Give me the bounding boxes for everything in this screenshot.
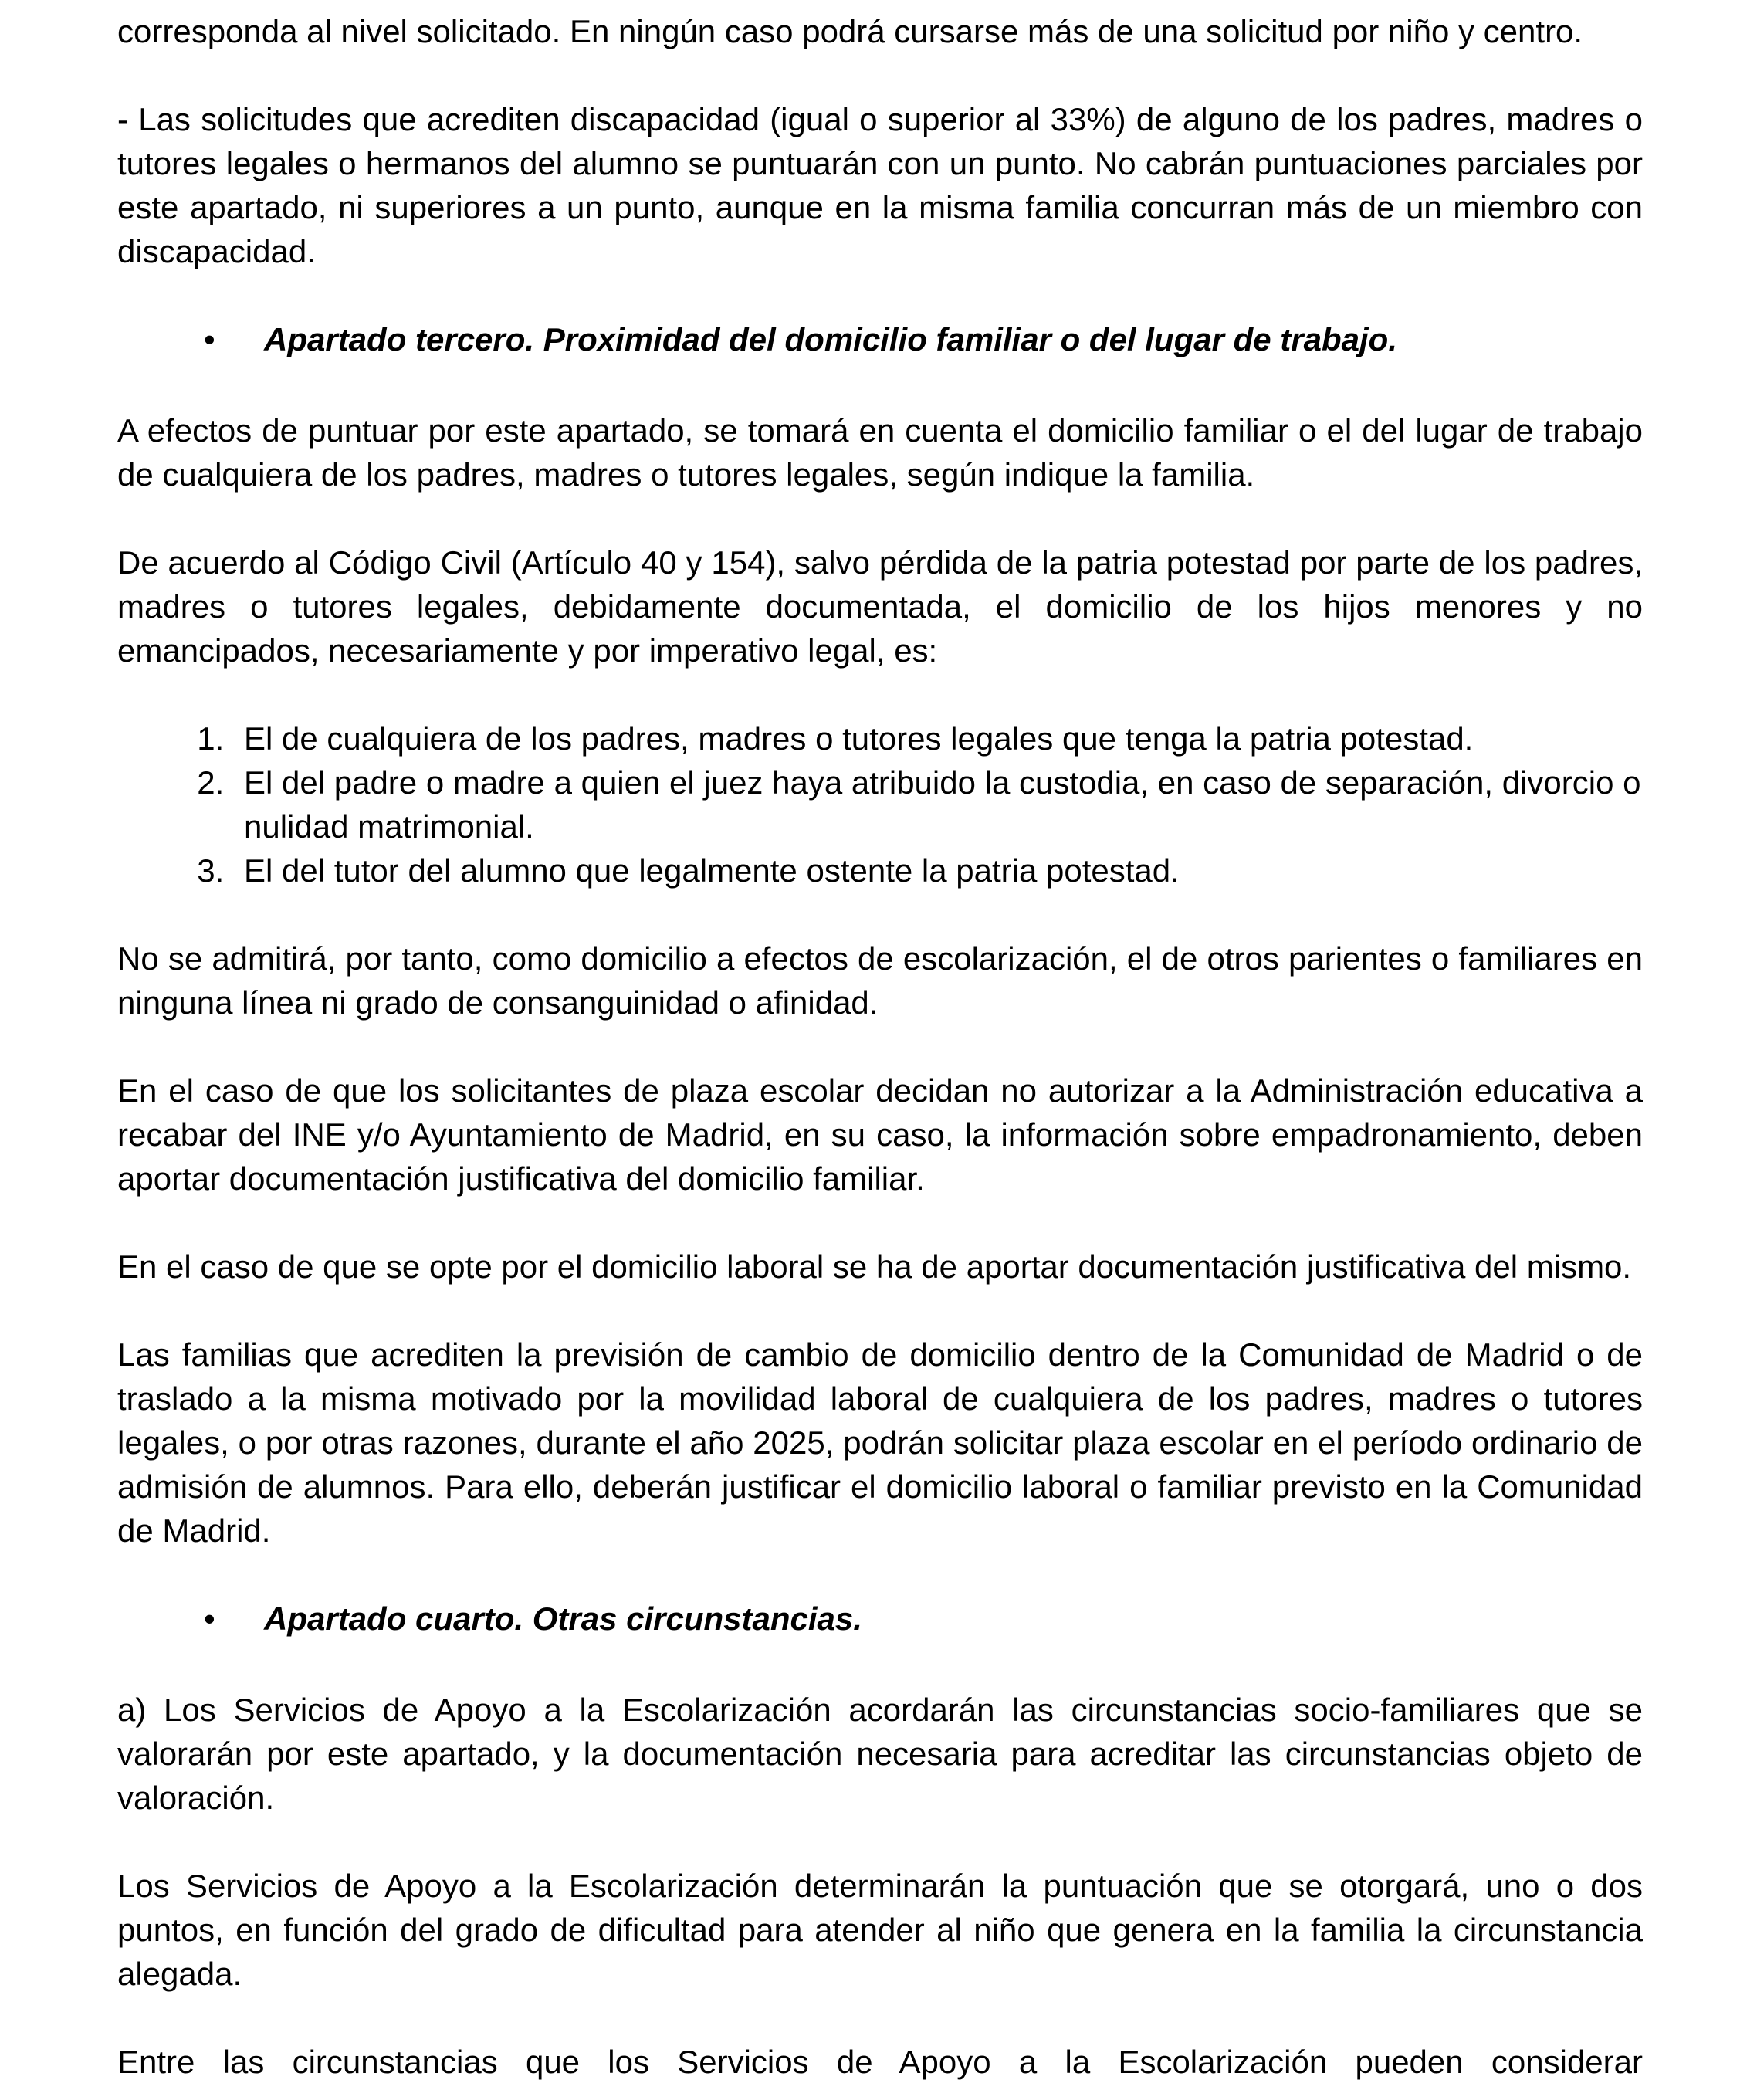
- bullet-icon: •: [204, 1600, 215, 1637]
- paragraph-servicios-apoyo-circunstancias: a) Los Servicios de Apoyo a la Escolarización acordarán las circunstancias socio-familiares que se valorarán por este apartado, y la documentación necesaria para acreditar las circunstancias objeto de valoración.: [117, 1692, 1643, 1816]
- paragraph-domicilio-laboral: En el caso de que se opte por el domicilio laboral se ha de aportar documentación justificativa del mismo.: [117, 1248, 1632, 1285]
- paragraph-cambio-domicilio: Las familias que acrediten la previsión de cambio de domicilio dentro de la Comunidad de Madrid o de traslado a la misma motivado por la movilidad laboral de cualquiera de los padres, madres o tutores legales, o por otras razones, durante el año 2025, podrán solicitar plaza escolar en el período ordinario de admisión de alumnos. Para ello, deberán justificar el domicilio laboral o familiar previsto en la Comunidad de Madrid.: [117, 1336, 1643, 1549]
- paragraph-solicitud-nivel: corresponda al nivel solicitado. En ningún caso podrá cursarse más de una solicitud por niño y centro.: [117, 13, 1583, 49]
- list-item-patria-potestad: 1. El de cualquiera de los padres, madres o tutores legales que tenga la patria potestad.: [233, 716, 1643, 760]
- paragraph-servicios-apoyo-puntuacion: Los Servicios de Apoyo a la Escolarización determinarán la puntuación que se otorgará, uno o dos puntos, en función del grado de dificultad para atender al niño que genera en la familia la circunstancia alegada.: [117, 1868, 1643, 1992]
- section-heading-apartado-cuarto: [117, 1597, 1643, 1641]
- domicilio-ordered-list: [117, 716, 1643, 892]
- paragraph-no-admitira: No se admitirá, por tanto, como domicilio a efectos de escolarización, el de otros parientes o familiares en ninguna línea ni grado de consanguinidad o afinidad.: [117, 940, 1643, 1021]
- section-heading-apartado-tercero: [117, 317, 1643, 361]
- bullet-icon: •: [204, 321, 215, 357]
- heading-apartado-tercero: Apartado tercero. Proximidad del domicilio familiar o del lugar de trabajo.: [264, 321, 1397, 357]
- paragraph-entre-circunstancias: Entre las circunstancias que los Servicios de Apoyo a la Escolarización pueden considerar: [117, 2044, 1643, 2080]
- heading-apartado-cuarto: Apartado cuarto. Otras circunstancias.: [264, 1600, 862, 1637]
- paragraph-codigo-civil: De acuerdo al Código Civil (Artículo 40 y 154), salvo pérdida de la patria potestad por parte de los padres, madres o tutores legales, debidamente documentada, el domicilio de los hijos menores y no emancipados, necesariamente y por imperativo legal, es:: [117, 544, 1643, 669]
- paragraph-efectos-puntuar: A efectos de puntuar por este apartado, se tomará en cuenta el domicilio familiar o el del lugar de trabajo de cualquiera de los padres, madres o tutores legales, según indique la familia.: [117, 412, 1643, 493]
- list-item-custodia: 2. El del padre o madre a quien el juez haya atribuido la custodia, en caso de separación, divorcio o nulidad matrimonial.: [233, 760, 1643, 848]
- paragraph-discapacidad: - Las solicitudes que acrediten discapacidad (igual o superior al 33%) de alguno de los padres, madres o tutores legales o hermanos del alumno se puntuarán con un punto. No cabrán puntuaciones parciales por este apartado, ni superiores a un punto, aunque en la misma familia concurran más de un miembro con discapacidad.: [117, 101, 1643, 269]
- paragraph-ine-ayuntamiento: En el caso de que los solicitantes de plaza escolar decidan no autorizar a la Administración educativa a recabar del INE y/o Ayuntamiento de Madrid, en su caso, la información sobre empadronamiento, deben aportar documentación justificativa del domicilio familiar.: [117, 1072, 1643, 1197]
- list-item-tutor: 3. El del tutor del alumno que legalmente ostente la patria potestad.: [233, 848, 1643, 892]
